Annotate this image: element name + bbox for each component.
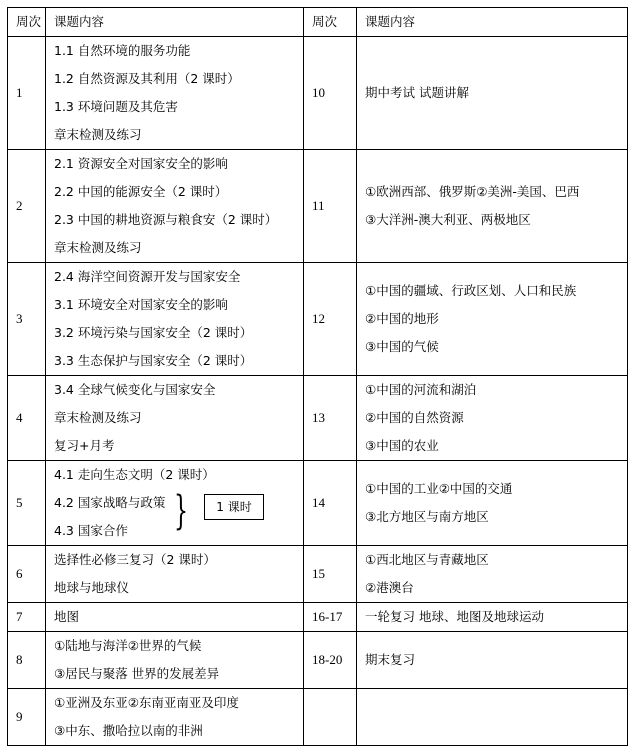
topic-line: 1.3 环境问题及其危害: [54, 99, 178, 114]
week-cell: 7: [8, 603, 46, 632]
topic-line: ③中国的农业: [365, 438, 439, 453]
week-cell: 8: [8, 632, 46, 689]
content-cell: [46, 263, 304, 376]
table-row: [8, 632, 628, 689]
week-cell: [304, 689, 357, 746]
content-cell: [46, 150, 304, 263]
content-cell: [357, 376, 628, 461]
content-cell: [357, 37, 628, 150]
week-cell: 15: [304, 546, 357, 603]
week-cell: 6: [8, 546, 46, 603]
week-cell: 18-20: [304, 632, 357, 689]
topic-line: ③大洋洲-澳大利亚、两极地区: [365, 212, 531, 227]
topic-line: ①西北地区与青藏地区: [365, 552, 489, 567]
table-row: [8, 689, 628, 746]
header-content-left: 课题内容: [46, 8, 304, 37]
content-cell: [357, 603, 628, 632]
topic-line: 地球与地球仪: [54, 580, 130, 595]
week-cell: 10: [304, 37, 357, 150]
content-cell: [46, 37, 304, 150]
topic-line: ③居民与聚落 世界的发展差异: [54, 666, 220, 681]
table-row: [8, 150, 628, 263]
topic-line: 3.1 环境安全对国家安全的影响: [54, 297, 228, 312]
topic-line: ②中国的地形: [365, 311, 439, 326]
topic-line: 期中考试 试题讲解: [365, 85, 469, 100]
content-cell: [46, 376, 304, 461]
table-row: [8, 263, 628, 376]
topic-line: 4.1 走向生态文明（2 课时）: [54, 467, 215, 482]
lesson-count-box: 1 课时: [204, 494, 264, 520]
week-cell: 1: [8, 37, 46, 150]
week-cell: 9: [8, 689, 46, 746]
topic-line: 2.3 中国的耕地资源与粮食安（2 课时）: [54, 212, 278, 227]
schedule-table: [7, 7, 628, 746]
topic-line: 1.1 自然环境的服务功能: [54, 43, 191, 58]
content-with-note: [54, 461, 303, 545]
brace-icon: }: [174, 488, 188, 534]
week-cell: 13: [304, 376, 357, 461]
week-cell: 14: [304, 461, 357, 546]
content-cell: [357, 263, 628, 376]
content-cell: [46, 603, 304, 632]
week-cell: 4: [8, 376, 46, 461]
topic-line: ③北方地区与南方地区: [365, 509, 489, 524]
content-cell: [46, 461, 304, 546]
topic-line: ③中东、撒哈拉以南的非洲: [54, 723, 203, 738]
table-row: [8, 603, 628, 632]
week-cell: 12: [304, 263, 357, 376]
topic-line: ②中国的自然资源: [365, 410, 464, 425]
content-cell: [46, 632, 304, 689]
topic-line: 4.3 国家合作: [54, 523, 128, 538]
week-cell: 2: [8, 150, 46, 263]
header-week-left: 周次: [8, 8, 46, 37]
topic-line: ③中国的气候: [365, 339, 439, 354]
content-cell: [357, 689, 628, 746]
table-row: [8, 376, 628, 461]
topic-line: ①中国的河流和湖泊: [365, 382, 477, 397]
header-week-right: 周次: [304, 8, 357, 37]
topic-line: ①中国的疆域、行政区划、人口和民族: [365, 283, 577, 298]
topic-line: ①陆地与海洋②世界的气候: [54, 638, 202, 653]
topic-line: 章末检测及练习: [54, 410, 142, 425]
table-row: [8, 37, 628, 150]
topic-line: 一轮复习 地球、地图及地球运动: [365, 609, 544, 624]
topic-line: 2.1 资源安全对国家安全的影响: [54, 156, 228, 171]
week-cell: 3: [8, 263, 46, 376]
content-cell: [46, 546, 304, 603]
topic-line: 2.4 海洋空间资源开发与国家安全: [54, 269, 241, 284]
topic-line: ①中国的工业②中国的交通: [365, 481, 513, 496]
topic-line: ①欧洲西部、俄罗斯②美洲-美国、巴西: [365, 184, 580, 199]
topic-line: 期末复习: [365, 652, 416, 667]
topic-line: ②港澳台: [365, 580, 414, 595]
topic-line: 3.4 全球气候变化与国家安全: [54, 382, 216, 397]
topic-line: 章末检测及练习: [54, 127, 142, 142]
content-cell: [357, 150, 628, 263]
topic-line: 复习+月考: [54, 438, 115, 453]
week-cell: 11: [304, 150, 357, 263]
topic-line: 选择性必修三复习（2 课时）: [54, 552, 216, 567]
topic-line: 3.3 生态保护与国家安全（2 课时）: [54, 353, 253, 368]
topic-line: 2.2 中国的能源安全（2 课时）: [54, 184, 228, 199]
table-row: [8, 461, 628, 546]
topic-line: 1.2 自然资源及其利用（2 课时）: [54, 71, 240, 86]
week-cell: 16-17: [304, 603, 357, 632]
content-cell: [357, 546, 628, 603]
topic-line: ①亚洲及东亚②东南亚南亚及印度: [54, 695, 239, 710]
content-cell: [46, 689, 304, 746]
week-cell: 5: [8, 461, 46, 546]
content-cell: [357, 632, 628, 689]
content-cell: [357, 461, 628, 546]
topic-line: 章末检测及练习: [54, 240, 142, 255]
header-content-right: 课题内容: [357, 8, 628, 37]
topic-line: 3.2 环境污染与国家安全（2 课时）: [54, 325, 253, 340]
topic-line: 4.2 国家战略与政策: [54, 495, 166, 510]
header-row: [8, 8, 628, 37]
topic-line: 地图: [54, 609, 80, 624]
schedule-body: [8, 8, 628, 746]
table-row: [8, 546, 628, 603]
